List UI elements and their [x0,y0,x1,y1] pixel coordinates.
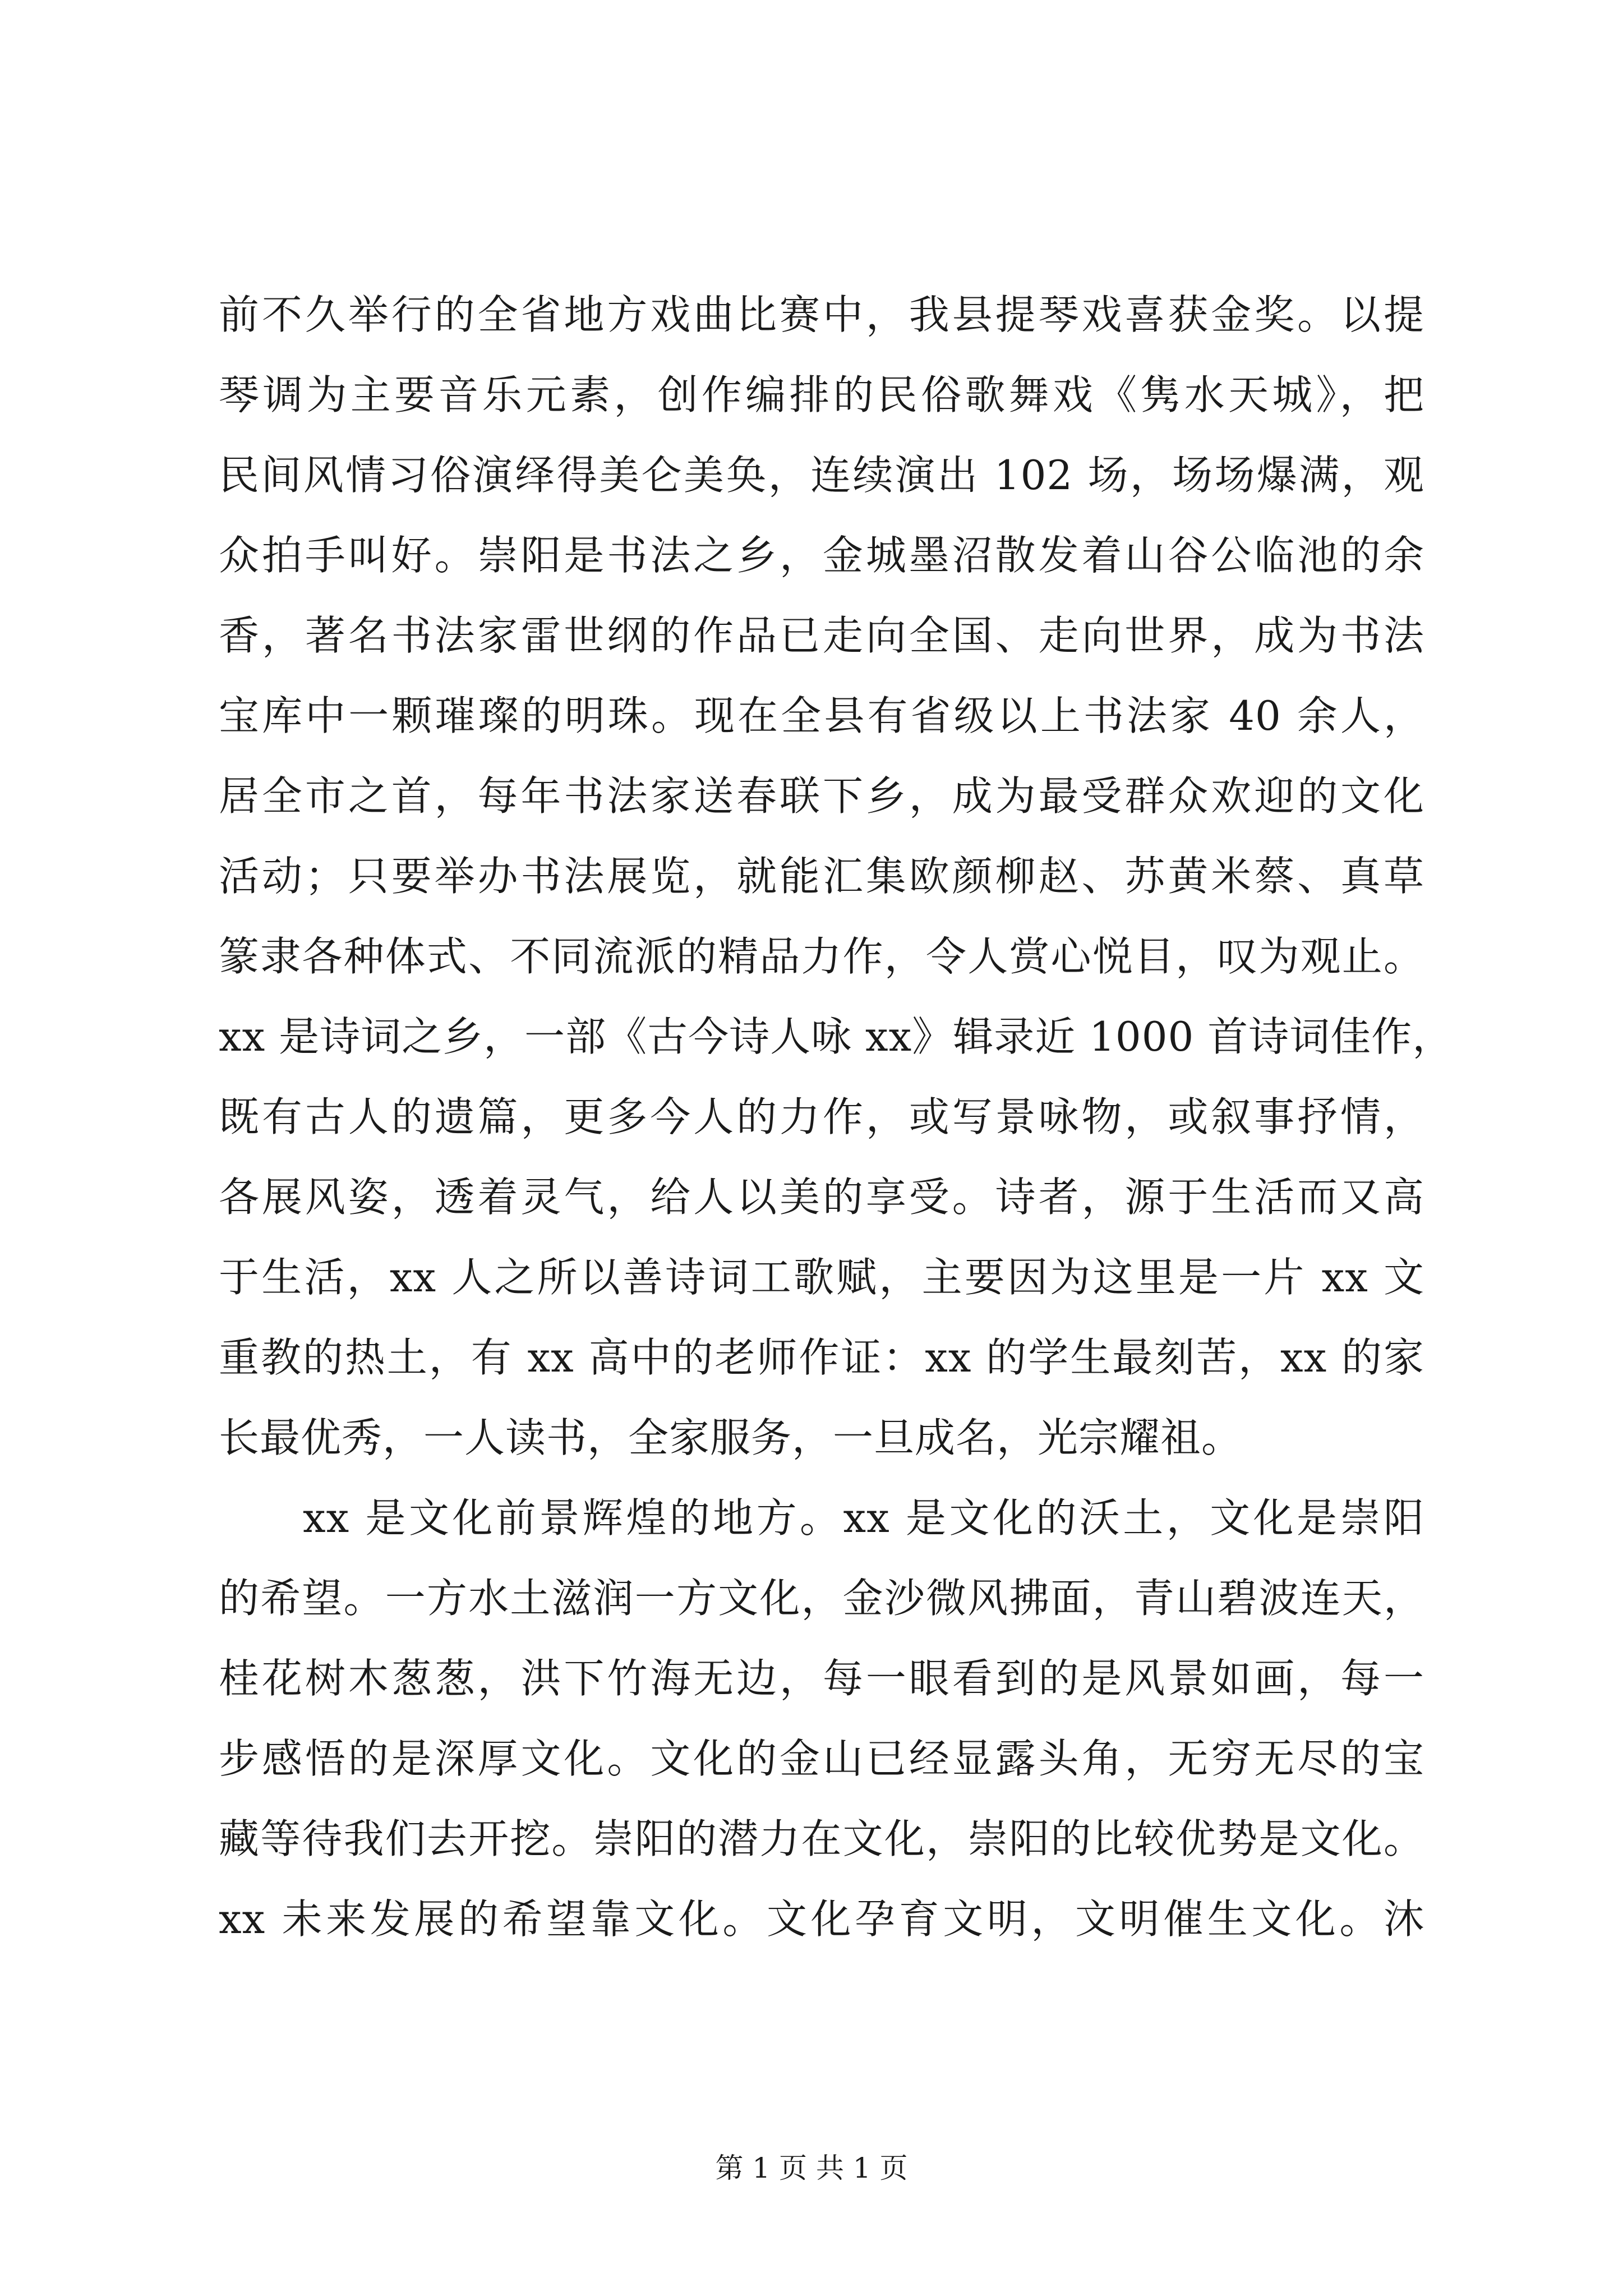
text-line: xx 未来发展的希望靠文化。文化孕育文明，文明催生文化。沐 [219,1895,1424,1943]
text-line: 长最优秀，一人读书，全家服务，一旦成名，光宗耀祖。 [219,1414,1243,1461]
text-line: 琴调为主要音乐元素，创作编排的民俗歌舞戏《隽水天城》，把 [219,371,1424,418]
text-line: xx 是诗词之乡，一部《古今诗人咏 xx》辑录近 1000 首诗词佳作， [219,1013,1454,1060]
body-text [219,275,1454,1959]
text-line: 篆隶各种体式、不同流派的精品力作，令人赏心悦目，叹为观止。 [219,933,1424,980]
text-line: 前不久举行的全省地方戏曲比赛中，我县提琴戏喜获金奖。以提 [219,291,1424,338]
text-line: 重教的热土，有 xx 高中的老师作证：xx 的学生最刻苦，xx 的家 [219,1334,1424,1381]
text-line: 桂花树木葱葱，洪下竹海无边，每一眼看到的是风景如画，每一 [219,1655,1424,1702]
text-line: 宝库中一颗璀璨的明珠。现在全县有省级以上书法家 40 余人， [219,692,1424,739]
text-line: 众拍手叫好。崇阳是书法之乡，金城墨沼散发着山谷公临池的余 [219,532,1424,579]
text-line: 于生活，xx 人之所以善诗词工歌赋，主要因为这里是一片 xx 文 [219,1254,1424,1301]
text-line: 步感悟的是深厚文化。文化的金山已经显露头角，无穷无尽的宝 [219,1735,1424,1782]
text-line: 活动；只要举办书法展览，就能汇集欧颜柳赵、苏黄米蔡、真草 [219,853,1424,900]
text-line: 香，著名书法家雷世纲的作品已走向全国、走向世界，成为书法 [219,612,1424,659]
text-line: 既有古人的遗篇，更多今人的力作，或写景咏物，或叙事抒情， [219,1093,1424,1140]
text-line: 各展风姿，透着灵气，给人以美的享受。诗者，源于生活而又高 [219,1174,1424,1221]
text-line: xx 是文化前景辉煌的地方。xx 是文化的沃土，文化是崇阳 [303,1494,1424,1542]
page-number-footer: 第 1 页 共 1 页 [715,2152,908,2184]
text-line: 的希望。一方水土滋润一方文化，金沙微风拂面，青山碧波连天， [219,1575,1424,1622]
text-line: 藏等待我们去开挖。崇阳的潜力在文化，崇阳的比较优势是文化。 [219,1815,1424,1862]
text-line: 居全市之首，每年书法家送春联下乡，成为最受群众欢迎的文化 [219,772,1424,820]
text-line: 民间风情习俗演绎得美仑美奂，连续演出 102 场，场场爆满，观 [219,452,1424,499]
